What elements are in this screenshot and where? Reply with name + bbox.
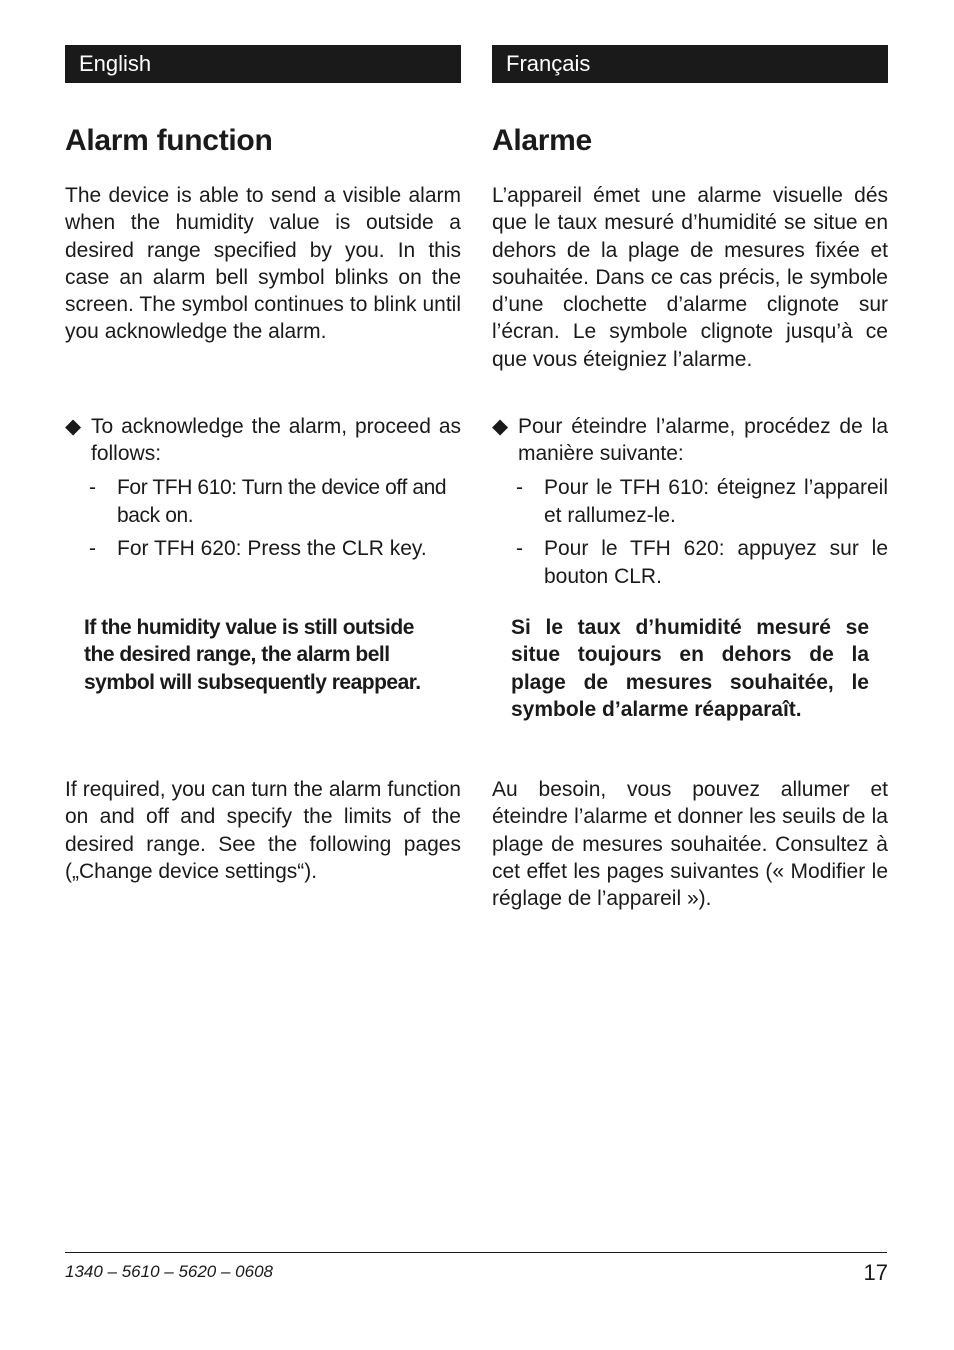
french-column	[492, 45, 888, 911]
dash-marker: -	[89, 536, 96, 560]
instruction-bullet-english	[65, 413, 461, 468]
english-column	[65, 45, 461, 883]
language-label-english: English	[65, 45, 461, 83]
page-title-english: Alarm function	[65, 124, 273, 157]
instruction-text-english: To acknowledge the alarm, proceed as follows:	[91, 415, 461, 466]
outro-paragraph-english: If required, you can turn the alarm function on and off and specify the limits of the desired range. See the following pages („Change device settings“).	[65, 778, 461, 883]
instruction-block-english	[65, 413, 461, 568]
language-label-french: Français	[492, 45, 888, 83]
dash-marker: -	[89, 475, 96, 499]
diamond-bullet-icon: ◆	[65, 415, 82, 438]
page-number: 17	[863, 1260, 888, 1285]
outro-paragraph-french: Au besoin, vous pouvez allumer et éteindre l’alarme et donner les seuils de la plage de mesures souhaitée. Consultez à cet effet les pages suivantes (« Modifier le réglage de l’appareil »).	[492, 778, 888, 911]
list-item	[492, 474, 888, 530]
note-bold-english: If the humidity value is still outside the desired range, the alarm bell symbol will subsequently reappear.	[84, 616, 421, 694]
page-title-french: Alarme	[492, 124, 592, 157]
dash-marker: -	[516, 536, 523, 560]
step-text: For TFH 620: Press the CLR key.	[117, 536, 427, 560]
step-list-english	[65, 474, 461, 563]
instruction-text-french: Pour éteindre l’alarme, procédez de la manière suivante:	[518, 415, 888, 466]
footer-divider	[65, 1252, 887, 1253]
list-item	[492, 535, 888, 591]
instruction-bullet-french	[492, 413, 888, 468]
intro-paragraph-english: The device is able to send a visible alarm when the humidity value is outside a desired range specified by you. In this case an alarm bell symbol blinks on the screen. The symbol continues to blink until you acknowledge the alarm.	[65, 184, 461, 344]
dash-marker: -	[516, 475, 523, 499]
diamond-bullet-icon: ◆	[492, 415, 509, 438]
step-text: Pour le TFH 620: appuyez sur le bouton CLR.	[544, 536, 888, 588]
note-bold-french: Si le taux d’humidité mesuré se situe toujours en dehors de la plage de mesures souhaitée, le symbole d’alarme réapparaît.	[511, 616, 869, 721]
list-item	[65, 474, 461, 530]
instruction-block-french	[492, 413, 888, 596]
step-text: Pour le TFH 610: éteignez l’appareil et rallumez-le.	[544, 475, 888, 527]
list-item	[65, 535, 461, 563]
step-text: For TFH 610: Turn the device off and back on.	[117, 475, 447, 527]
step-list-french	[492, 474, 888, 591]
document-code: 1340 – 5610 – 5620 – 0608	[65, 1262, 273, 1281]
intro-paragraph-french: L’appareil émet une alarme visuelle dés que le taux mesuré d’humidité se situe en dehors de la plage de mesures fixée et souhaitée. Dans ce cas précis, le symbole d’une clochette d’alarme clignote sur l’écran. Le symbole clignote jusqu’à ce que vous éteigniez l’alarme.	[492, 184, 888, 371]
